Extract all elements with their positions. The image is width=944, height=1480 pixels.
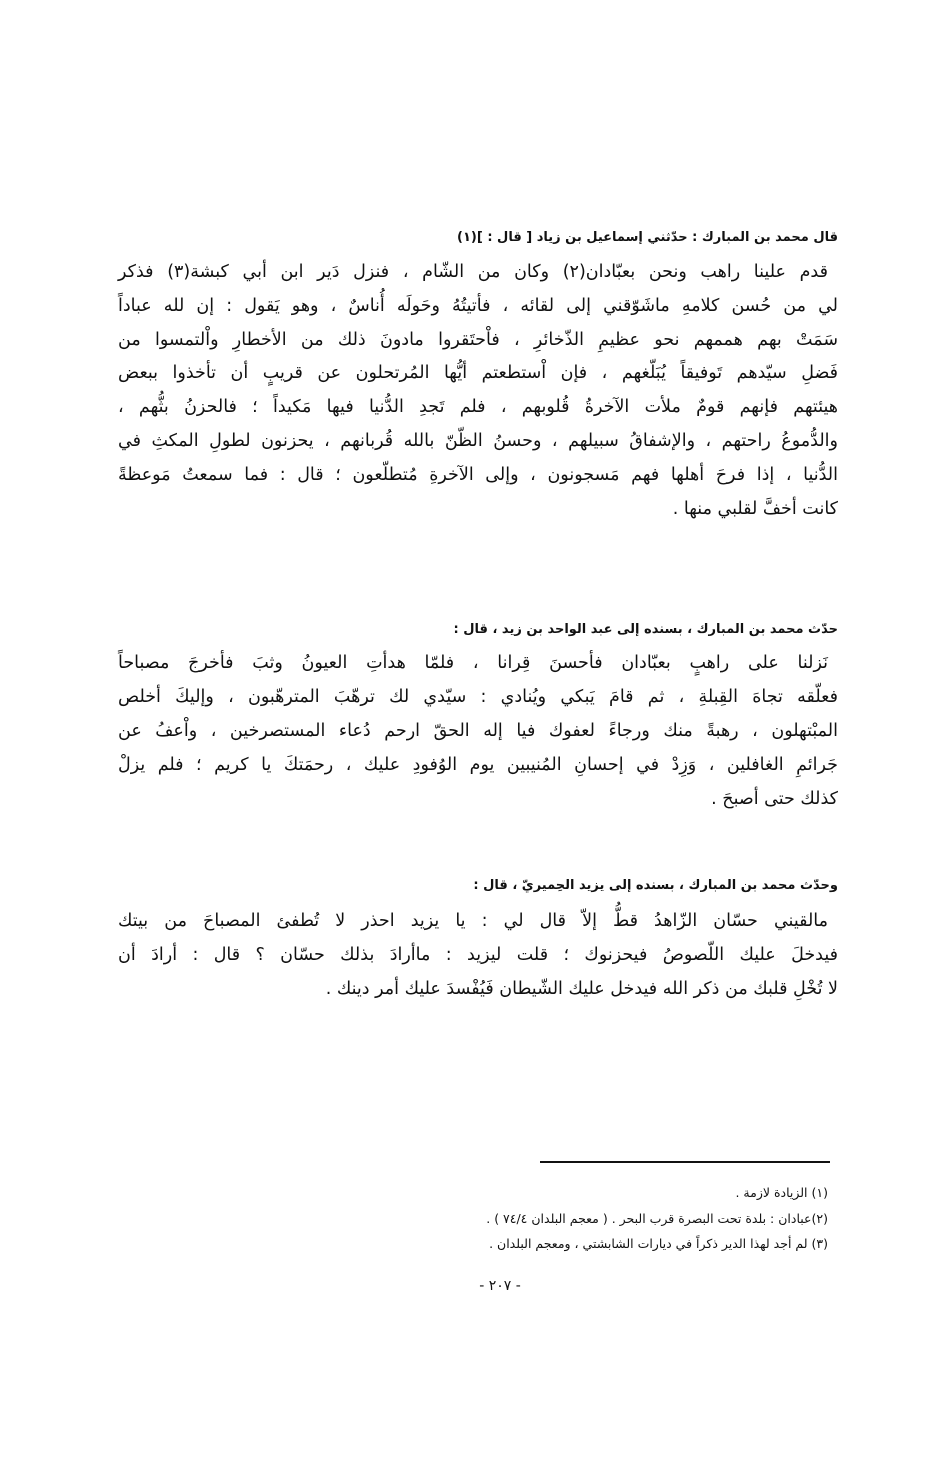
page-number: - ٢٠٧ -	[479, 1278, 521, 1294]
section-heading: قال محمد بن المبارك : حدّثني إسماعيل بن زياد [ قال : ](١)	[457, 230, 838, 245]
text-line: لي من حُسن كلامهِ ماشَوّقني إلى لقائه ، فأتيتُهُ وحَولَه أُناسٌ ، وهو يَقول : إن لله عباداً	[118, 296, 838, 316]
text-line: فعلّقه تجاهَ القِبلةِ ، ثم قامَ يَبكي ويُنادي : سيّدي لك ترهّبَ المترهّبون ، وإليكَ أخلص	[118, 687, 838, 707]
text-line: هيئتهم فإنهم قومٌ ملأت الآخرةُ قُلوبهم ، فلم تَجدِ الدُّنيا فيها مَكيداً ؛ فالحزنُ بثُّهم ،	[118, 397, 838, 417]
text-line: لا تُخْلِ قلبك من ذكر الله فيدخل عليك الشّيطان فَيُفْسدَ عليك أمر دينك .	[325, 979, 838, 999]
text-line: كانت أخفَّ لقلبي منها .	[672, 499, 838, 519]
section-heading: وحدّث محمد بن المبارك ، بسنده إلى يزيد الحِميريّ ، قال :	[473, 878, 838, 893]
text-line: سَمَتْ بهم هممهم نحو عظيمِ الذّخائرِ ، فاْحتَقروا مادونَ ذلك من الأخطارِ واْلتمسوا من	[118, 330, 838, 350]
text-line: الدُّنيا ، إذا فرحَ أهلها فهم مَسجونون ، وإلى الآخرةِ مُتطلّعون ؛ قال : فما سمعتُ مَوعظةً	[118, 465, 838, 485]
text-line: والدُّموعُ راحتهم ، والإشفاقُ سبيلهم ، وحسنُ الظّنّ بالله قُربانهم ، يحزنون لطولِ المكثِ في	[118, 431, 838, 451]
footnote: (٢)عبادان : بلدة تحت البصرة قرب البحر . ( معجم البلدان ٧٤/٤ ) .	[486, 1211, 828, 1226]
text-line: المبْتهلون ، رهبةً منك ورجاءً لعفوك فيا إله الحقّ ارحم دُعاء المستصرخين ، واْعفُ عن	[118, 721, 838, 741]
section-heading: حدّث محمد بن المبارك ، بسنده إلى عبد الواحد بن زيد ، قال :	[453, 622, 838, 637]
text-line: مالقيني حسّان الزّاهدُ قطُّ إلاّ قال لي : يا يزيد احذر لا تُطفئ المصباحَ من بيتك	[118, 911, 828, 931]
text-line: فيدخلَ عليك اللّصوصُ فيحزنوك ؛ قلت ليزيد : ماأرادَ بذلك حسّان ؟ قال : أرادَ أن	[118, 945, 838, 965]
text-line: فَضلِ سيّدهم تَوفيقاً يُبَلّغهم ، فإن اْستطعتم أيُّها المُرتحلون عن قريبٍ أن تأخذوا ببعض	[118, 363, 838, 383]
footnote: (٣) لم أجد لهذا الدير ذكراً في ديارات الشابشتي ، ومعجم البلدان .	[489, 1236, 828, 1251]
footnote: (١) الزيادة لازمة .	[735, 1185, 828, 1200]
text-line: نَزلنا على راهبٍ بعبّادان فأحسنَ قِرانا ، فلمّا هدأتِ العيونُ وثبَ فأخرجَ مصباحاً	[118, 653, 828, 673]
footnote-divider	[540, 1161, 830, 1163]
text-line: جَرائمِ الغافلين ، وَزِدْ في إحسانِ المُنيبين يوم الوُفودِ عليك ، رحمَتكَ يا كريم ؛ فلم يزلْ	[118, 755, 838, 775]
text-line: كذلك حتى أصبحَ .	[711, 789, 838, 809]
text-line: قدم علينا راهب ونحن بعبّادان(٢) وكان من الشّام ، فنزل دَير ابن أبي كبشة(٣) فذكر	[118, 262, 828, 282]
